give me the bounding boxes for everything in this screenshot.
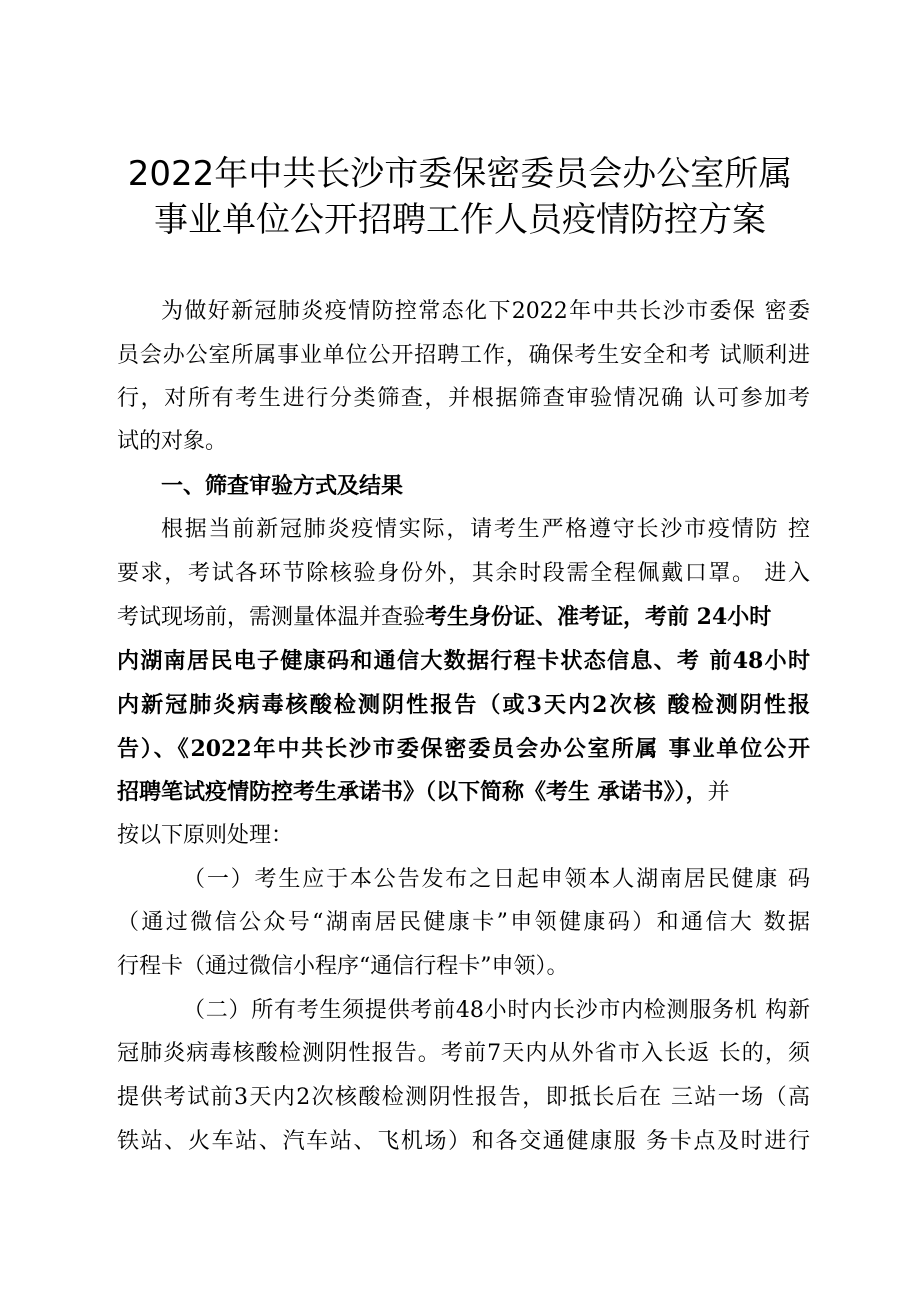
section-1-heading: 一、筛查审验方式及结果 [161,473,404,499]
section-1-line-8: 按以下原则处理： [117,823,294,848]
section-1-line-3 [117,602,810,633]
section-1-line-6: 告）、《2022年中共长沙市委保密委员会办公室所属 事业单位公开 [117,736,810,762]
item-2-line-2: 冠肺炎病毒核酸检测阴性报告。考前7天内从外省市入长返 长的，须 [117,1041,810,1066]
section-1-line-4: 内湖南居民电子健康码和通信大数据行程卡状态信息、考 前48小时 [117,648,810,674]
section-1-line-7 [117,777,810,808]
intro-line-3: 行，对所有考生进行分类筛查，并根据筛查审验情况确 认可参加考 [117,386,810,411]
item-2-line-3: 提供考试前3天内2次核酸检测阴性报告，即抵长后在 三站一场（高 [117,1085,810,1110]
section-1-line-1: 根据当前新冠肺炎疫情实际，请考生严格遵守长沙市疫情防 控 [161,517,810,542]
section-1-line-3-bold: 考生身份证、准考证，考前 24小时 [425,604,772,630]
section-1-line-5: 内新冠肺炎病毒核酸检测阴性报告（或3天内2次核 酸检测阴性报 [117,692,810,718]
intro-line-2: 员会办公室所属事业单位公开招聘工作，确保考生安全和考 试顺利进 [117,343,810,368]
section-1-line-7-bold: 招聘笔试疫情防控考生承诺书》（以下简称《考生 承诺书》）， [117,779,708,805]
section-1-line-2: 要求，考试各环节除核验身份外，其余时段需全程佩戴口罩。 进入 [117,561,810,586]
intro-line-4: 试的对象。 [117,429,228,454]
document-title-line-1: 2022年中共长沙市委保密委员会办公室所属 [127,154,793,194]
intro-line-1: 为做好新冠肺炎疫情防控常态化下2022年中共长沙市委保 密委 [161,299,810,324]
section-1-line-3-plain: 考试现场前，需测量体温并查验 [117,605,426,630]
section-1-line-7-plain: 并 [707,780,730,805]
item-2-line-1: （二）所有考生须提供考前48小时内长沙市内检测服务机 构新 [183,998,810,1023]
item-2-line-4: 铁站、火车站、汽车站、飞机场）和各交通健康服 务卡点及时进行 [117,1129,810,1154]
item-1-line-1: （一）考生应于本公告发布之日起申领本人湖南居民健康 码 [183,867,810,892]
document-title-line-2: 事业单位公开招聘工作人员疫情防控方案 [154,200,766,240]
item-1-line-3: 行程卡（通过微信小程序“通信行程卡”申领）。 [117,954,569,979]
item-1-line-2: （通过微信公众号“湖南居民健康卡”申领健康码）和通信大 数据 [117,910,810,935]
